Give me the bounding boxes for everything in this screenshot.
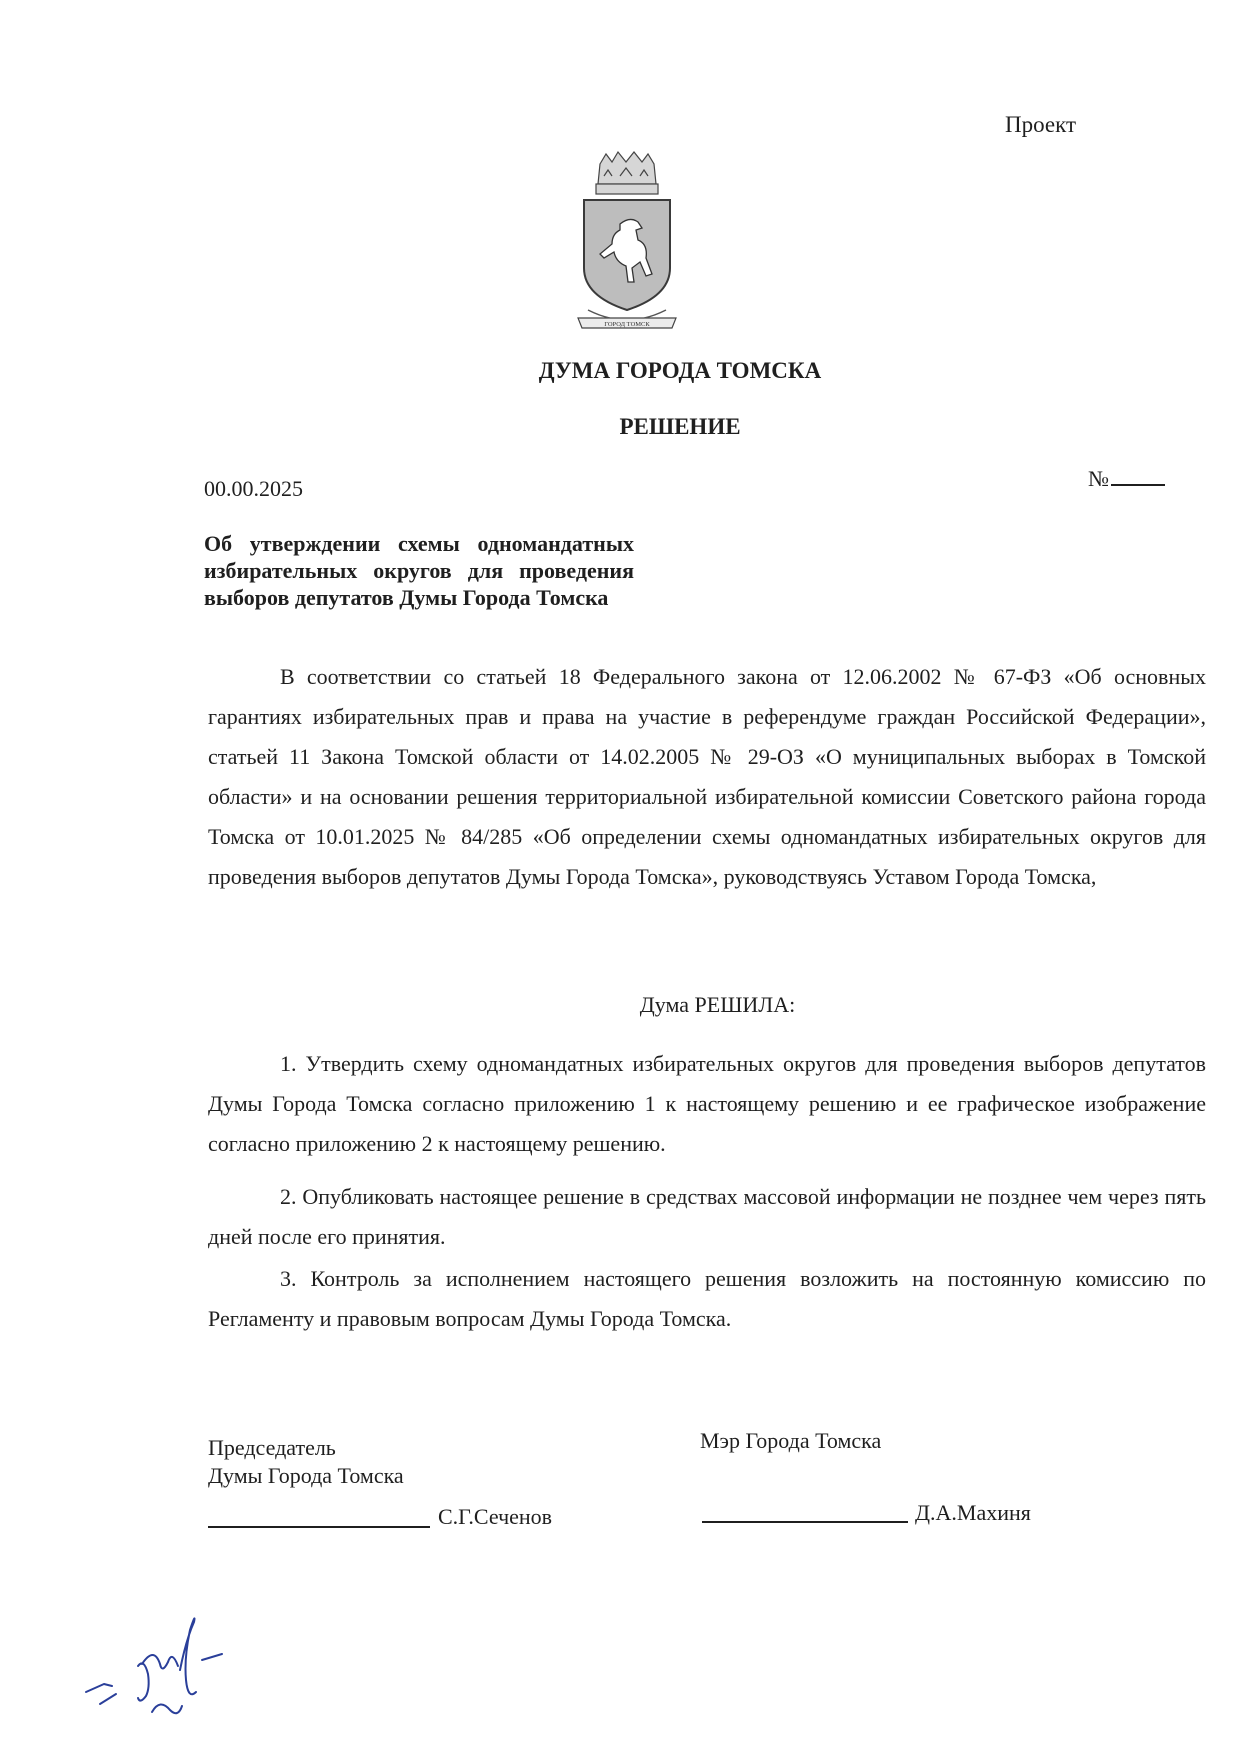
chairman-title [208,1434,404,1490]
decision-number [1088,466,1165,492]
mayor-title: Мэр Города Томска [700,1428,882,1453]
coat-of-arms-icon [560,150,694,336]
svg-text:ГОРОД ТОМСК: ГОРОД ТОМСК [604,321,650,328]
chairman-title-line1: Председатель [208,1435,336,1460]
number-blank-line [1111,466,1165,486]
mayor-signature-line [702,1521,908,1523]
chairman-title-line2: Думы Города Томска [208,1463,404,1488]
decision-item-2: 2. Опубликовать настоящее решение в средствах массовой информации не позднее чем через пять дней после его принятия. [208,1184,1206,1249]
handwritten-signature-icon [82,1600,232,1730]
decision-date: 00.00.2025 [204,476,303,501]
chairman-signature-line [208,1526,430,1528]
preamble-paragraph: В соответствии со статьей 18 Федерального закона от 12.06.2002 № 67-ФЗ «Об основных гарантиях избирательных прав и права на участие в референдуме граждан Российской Федерации», статьей 11 Закона Томской области от 14.02.2005 № 29-ОЗ «О муниципальных выборах в Томской области» и на основании решения территориальной избирательной комиссии Советского района города Томска от 10.01.2025 № 84/285 «Об определении схемы одномандатных избирательных округов для проведения выборов депутатов Думы Города Томска», руководствуясь Уставом Города Томска, [208,664,1206,889]
draft-status-label: Проект [1005,112,1077,137]
chairman-name: С.Г.Сеченов [438,1504,553,1529]
mayor-name: Д.А.Махиня [915,1500,1031,1525]
decision-item-1: 1. Утвердить схему одномандатных избирательных округов для проведения выборов депутатов Думы Города Томска согласно приложению 1 к настоящему решению и ее графическое изображение согласно приложению 2 к настоящему решению. [208,1051,1206,1156]
document-type-title: РЕШЕНИЕ [619,414,741,439]
ribbon-icon [578,310,676,328]
decision-subject: Об утверждении схемы одномандатных избирательных округов для проведения выборов депутатов Думы Города Томска [204,531,634,610]
number-label: № [1088,466,1109,491]
decision-item-3: 3. Контроль за исполнением настоящего решения возложить на постоянную комиссию по Регламенту и правовым вопросам Думы Города Томска. [208,1266,1206,1331]
organization-title: ДУМА ГОРОДА ТОМСКА [538,358,822,383]
resolved-heading: Дума РЕШИЛА: [639,992,796,1017]
crown-icon [596,152,658,194]
